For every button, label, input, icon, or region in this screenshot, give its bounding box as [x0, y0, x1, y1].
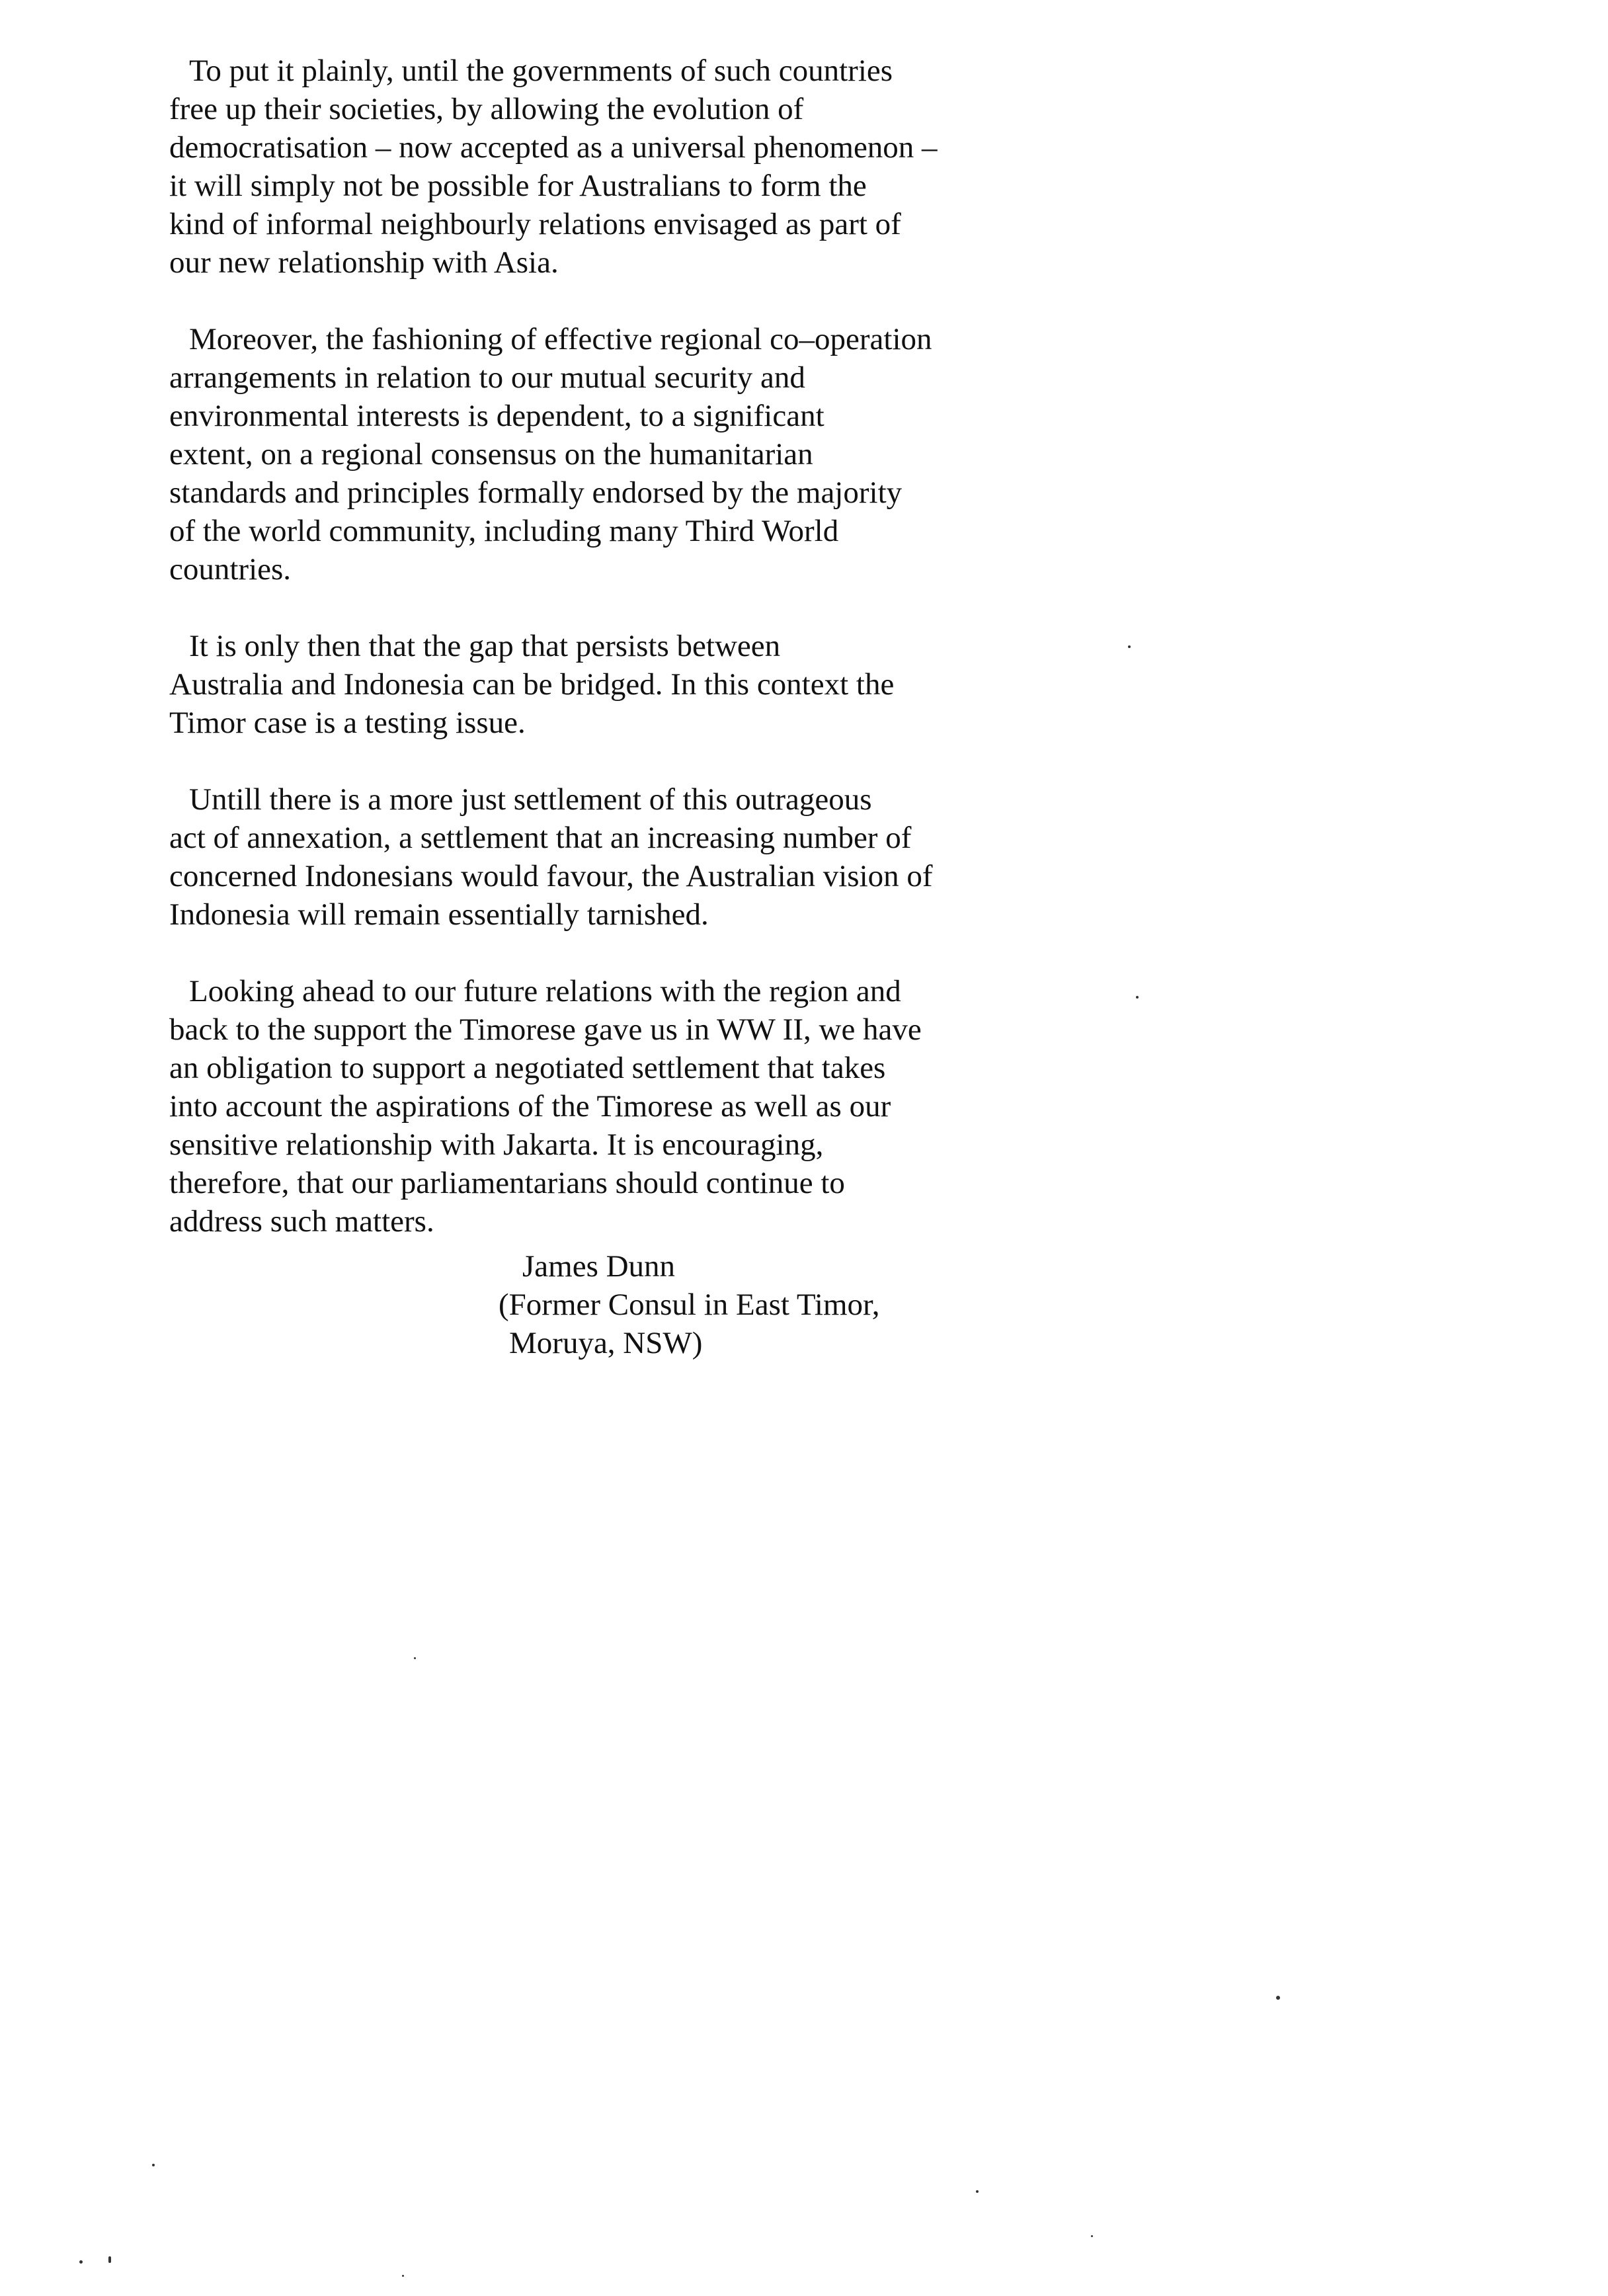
scan-speck [1128, 645, 1131, 648]
text-line: extent, on a regional consensus on the humanitarian [169, 437, 813, 472]
text-line: Indonesia will remain essentially tarnished. [169, 897, 709, 932]
paragraph [169, 320, 1055, 589]
text-line: Moreover, the fashioning of effective regional co–operation [189, 322, 932, 356]
text-line: Timor case is a testing issue. [169, 706, 526, 740]
letter-body [169, 52, 1055, 1241]
text-line: kind of informal neighbourly relations envisaged as part of [169, 207, 901, 241]
paragraph [169, 780, 1055, 934]
text-line: sensitive relationship with Jakarta. It is encouraging, [169, 1128, 824, 1162]
text-line: into account the aspirations of the Timorese as well as our [169, 1089, 891, 1124]
scan-speck [414, 1657, 416, 1659]
text-line: our new relationship with Asia. [169, 245, 559, 280]
text-line: standards and principles formally endorsed by the majority [169, 475, 903, 510]
scan-speck [79, 2260, 83, 2264]
text-line: an obligation to support a negotiated settlement that takes [169, 1051, 886, 1085]
text-line: act of annexation, a settlement that an increasing number of [169, 821, 912, 855]
signature-location: Moruya, NSW) [509, 1326, 703, 1360]
text-line: free up their societies, by allowing the evolution of [169, 92, 804, 126]
scan-speck [976, 2190, 979, 2193]
text-line: It is only then that the gap that persists between [189, 629, 781, 663]
text-line: arrangements in relation to our mutual security and [169, 360, 805, 395]
text-line: To put it plainly, until the governments of such countries [189, 54, 893, 88]
paragraph [169, 972, 1055, 1241]
paragraph [169, 52, 1055, 282]
paragraph [169, 627, 1055, 742]
scan-speck [1091, 2235, 1093, 2237]
text-line: of the world community, including many Third World [169, 514, 839, 548]
text-line: Australia and Indonesia can be bridged. In this context the [169, 667, 895, 702]
text-line: countries. [169, 552, 292, 587]
signature-block [499, 1247, 880, 1362]
text-line: democratisation – now accepted as a universal phenomenon – [169, 130, 938, 165]
text-line: therefore, that our parliamentarians should continue to [169, 1166, 845, 1200]
text-line: environmental interests is dependent, to a significant [169, 399, 824, 433]
signature-name: James Dunn [522, 1249, 676, 1284]
text-line: Untill there is a more just settlement of this outrageous [189, 782, 872, 817]
scan-speck [152, 2164, 155, 2166]
scan-speck [1136, 996, 1139, 999]
scan-speck [1276, 1996, 1280, 2000]
text-line: it will simply not be possible for Australians to form the [169, 169, 867, 203]
text-line: address such matters. [169, 1204, 434, 1239]
scan-speck [108, 2256, 111, 2263]
text-line: concerned Indonesians would favour, the Australian vision of [169, 859, 933, 893]
text-line: Looking ahead to our future relations with the region and [189, 974, 901, 1008]
signature-title: (Former Consul in East Timor, [499, 1288, 880, 1322]
text-line: back to the support the Timorese gave us in WW II, we have [169, 1012, 922, 1047]
scan-speck [402, 2275, 404, 2277]
